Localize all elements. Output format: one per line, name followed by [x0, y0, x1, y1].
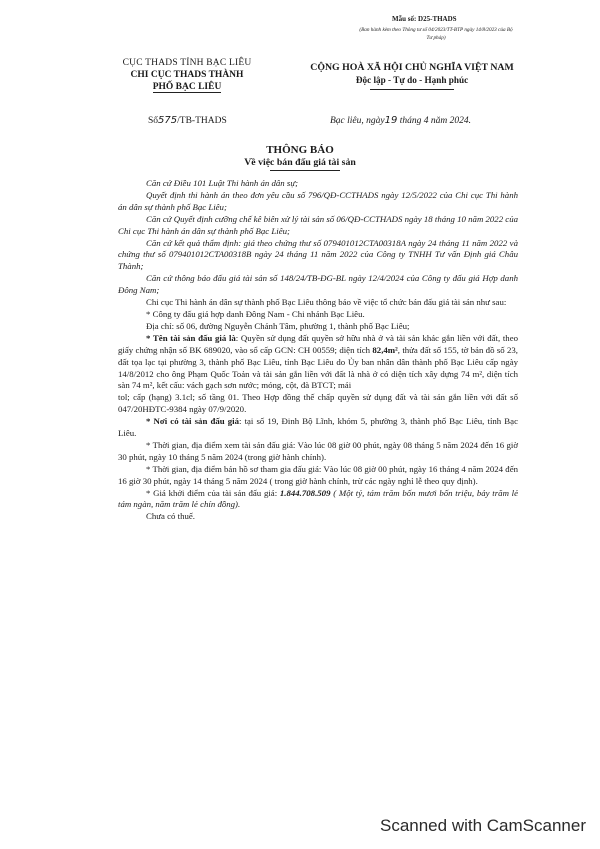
- document-subtitle: Về việc bán đấu giá tài sản: [244, 157, 356, 168]
- form-note: (Ban hành kèm theo Thông tư số 04/2023/TT-BTP ngày 14/8/2023 của Bộ Tư pháp): [359, 27, 513, 41]
- basis-1: Căn cứ Điều 101 Luật Thi hành án dân sự;: [146, 178, 299, 188]
- asset-area: 82,4m²: [372, 344, 398, 355]
- location-paragraph: [118, 416, 518, 440]
- dossier-paragraph: * Thời gian, địa điểm bán hồ sơ tham gia đấu giá: Vào lúc 08 giờ 00 phút, ngày 16 tháng 4 năm 2024 đến 16 giờ 30 phút, ngày 14 tháng 5 năm 2024 ( trong giờ hành chính, trừ các ngày nghỉ lễ theo quy định).: [118, 463, 518, 486]
- basis-3: Căn cứ Quyết định cưỡng chế kê biên xử lý tài sản số 06/QĐ-CCTHADS ngày 18 tháng 10 năm 2022 của Chi cục Thi hành án dân sự thành phố Bạc Liêu;: [118, 213, 518, 236]
- motto: Độc lập - Tự do - Hạnh phúc: [355, 75, 469, 85]
- document-number: [148, 115, 227, 126]
- motto-underline: [370, 89, 454, 90]
- org-line-2: CHI CỤC THADS THÀNH: [130, 70, 244, 80]
- document-body: [118, 178, 518, 523]
- date-prefix: Bạc liêu, ngày: [330, 116, 385, 126]
- asset-paragraph-cont: tol; cấp (hạng) 3.1cl; số tầng 01. Theo Hợp đồng thế chấp quyền sử dụng đất và tài sản gắn liền với đất số 047/20HĐTC-9384 ngày 07/9/2020.: [118, 392, 518, 415]
- date-day-handwritten: 19: [384, 115, 398, 126]
- price-amount: 1.844.708.509: [279, 487, 331, 498]
- camscanner-watermark: Scanned with CamScanner: [379, 816, 586, 835]
- basis-5: Căn cứ thông báo đấu giá tài sản số 148/24/TB-ĐG-BL ngày 12/4/2024 của Công ty đấu giá Hợp danh Đông Nam;: [118, 273, 518, 296]
- price-words: ( Một tỷ, tám trăm bốn mươi bốn triệu, bảy trăm lẻ tám ngàn, năm trăm lẻ chín đồng).: [118, 487, 519, 510]
- basis-4: Căn cứ kết quả thẩm định: giá theo chứng thư số 079401012CTA00318A ngày 24 tháng 11 năm 2022 và chứng thư số 079401012CTA00318B ngày 24 tháng 11 năm 2022 của Công ty TNHH Tư vấn Định giá Châu Thành;: [118, 237, 518, 272]
- date-line: [330, 115, 471, 126]
- basis-2: Quyết định thi hành án theo đơn yêu cầu số 796/QĐ-CCTHADS ngày 12/5/2022 của Chi cục Thi hành án dân sự thành phố Bạc Liêu;: [118, 189, 518, 212]
- asset-paragraph: [118, 333, 518, 393]
- form-code: Mẫu số: D25-THADS: [392, 15, 457, 23]
- doc-no-prefix: Số: [148, 116, 159, 126]
- asset-text-b: , thửa đất số 155, tờ bản đồ số 23, đất tọa lạc tại phường 3, thành phố Bạc Liêu, tỉnh Bạc Liêu do Ủy ban nhân dân thành phố Bạc Liêu cấp ngày 14/8/2012 cho ông Phạm Quốc Toản và tài sản gắn liền với đất là nhà ở có diện tích xây dựng 74 m², diện tích sàn 74 m², kết cấu: vách gạch sơn nước; móng, cột, đà BTCT; mái: [118, 344, 518, 391]
- location-text: : tại số 19, Đinh Bộ Lĩnh, khóm 5, phường 3, thành phố Bạc Liêu, tỉnh Bạc Liêu.: [118, 416, 518, 439]
- org-line-1: CỤC THADS TỈNH BẠC LIÊU: [122, 58, 252, 68]
- org-line-3: [92, 82, 282, 92]
- price-label: * Giá khởi điểm của tài sản đấu giá:: [146, 487, 280, 498]
- price-paragraph: [118, 488, 518, 512]
- date-suffix: tháng 4 năm 2024.: [399, 116, 471, 126]
- location-label: * Nơi có tài sản đấu giá: [146, 416, 239, 427]
- doc-no-suffix: /TB-THADS: [177, 116, 227, 126]
- company-address: Địa chỉ: số 06, đường Nguyễn Chánh Tâm, phường 1, thành phố Bạc Liêu;: [146, 320, 410, 331]
- intro-paragraph: Chi cục Thi hành án dân sự thành phố Bạc Liêu thông báo về việc tổ chức bán đấu giá tài sản như sau:: [146, 297, 507, 308]
- org-line-3-text: PHỐ BẠC LIÊU: [152, 82, 222, 92]
- asset-label: * Tên tài sản đấu giá là: [146, 332, 236, 343]
- document-title: THÔNG BÁO: [266, 144, 334, 156]
- doc-no-handwritten: 575: [158, 115, 178, 126]
- subtitle-underline: [270, 170, 340, 171]
- asset-text-a: : Quyền sử dụng đất quyền sở hữu nhà ở và tài sản khác gắn liền với đất, theo giấy chứng nhận số BK 689020, vào sổ cấp GCN: CH 00559; diện tích: [118, 332, 518, 355]
- auction-company: * Công ty đấu giá hợp danh Đông Nam - Chi nhánh Bạc Liêu.: [146, 308, 365, 319]
- tax-note: Chưa có thuế.: [146, 511, 195, 522]
- viewing-paragraph: * Thời gian, địa điểm xem tài sản đấu giá: Vào lúc 08 giờ 00 phút, ngày 08 tháng 5 năm 2024 đến 16 giờ 30 phút, ngày 10 tháng 5 năm 2024 (trong giờ hành chính).: [118, 439, 518, 462]
- nation-title: CỘNG HOÀ XÃ HỘI CHỦ NGHĨA VIỆT NAM: [310, 62, 514, 73]
